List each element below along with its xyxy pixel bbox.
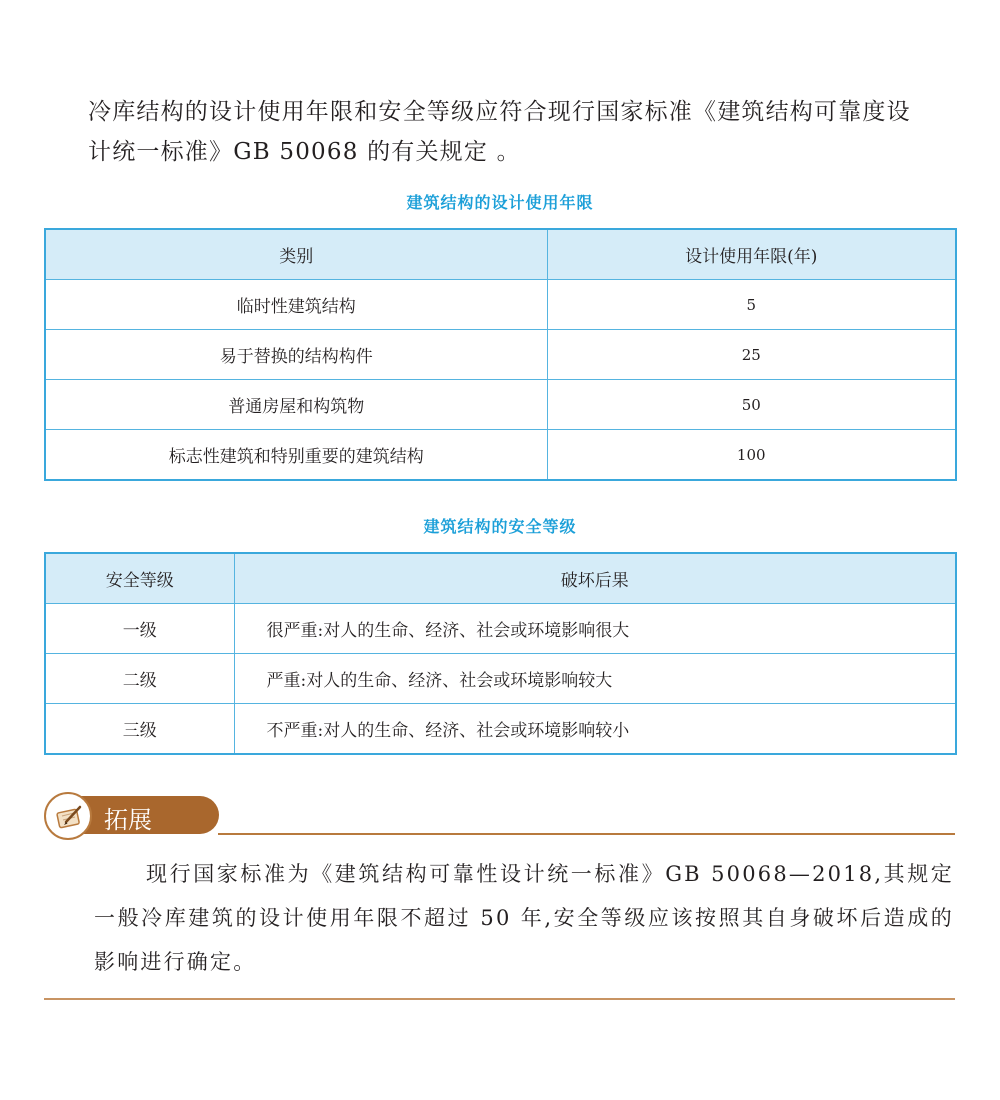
years-cell: 5	[547, 280, 956, 330]
table-row	[45, 380, 956, 430]
table-row	[45, 280, 956, 330]
category-cell: 易于替换的结构构件	[45, 330, 547, 380]
table-row	[45, 604, 956, 654]
years-cell: 50	[547, 380, 956, 430]
table1-caption: 建筑结构的设计使用年限	[406, 193, 594, 212]
years-cell: 25	[547, 330, 956, 380]
header-consequence: 破坏后果	[234, 553, 956, 604]
table-row	[45, 330, 956, 380]
table2-caption: 建筑结构的安全等级	[423, 517, 577, 536]
notebook-pen-icon	[44, 792, 92, 840]
consequence-cell: 不严重:对人的生命、经济、社会或环境影响较小	[234, 704, 956, 755]
safety-grade-table	[44, 552, 957, 755]
table-header-row	[45, 229, 956, 280]
extension-label: 拓展	[104, 806, 152, 834]
grade-cell: 一级	[45, 604, 234, 654]
header-safety-grade: 安全等级	[45, 553, 234, 604]
table-row	[45, 430, 956, 481]
extension-header	[44, 792, 955, 840]
grade-cell: 二级	[45, 654, 234, 704]
years-cell: 100	[547, 430, 956, 481]
table-row	[45, 654, 956, 704]
extension-text: 现行国家标准为《建筑结构可靠性设计统一标准》GB 50068—2018,其规定一般冷库建筑的设计使用年限不超过 50 年,安全等级应该按照其自身破坏后造成的影响进行确定。	[94, 862, 954, 974]
extension-bottom-rule	[44, 998, 955, 1000]
intro-paragraph	[88, 92, 918, 172]
header-service-life: 设计使用年限(年)	[547, 229, 956, 280]
header-category: 类别	[45, 229, 547, 280]
service-life-table	[44, 228, 957, 481]
consequence-cell: 很严重:对人的生命、经济、社会或环境影响很大	[234, 604, 956, 654]
category-cell: 标志性建筑和特别重要的建筑结构	[45, 430, 547, 481]
grade-cell: 三级	[45, 704, 234, 755]
extension-divider	[218, 833, 955, 835]
category-cell: 临时性建筑结构	[45, 280, 547, 330]
category-cell: 普通房屋和构筑物	[45, 380, 547, 430]
extension-label-tab	[74, 796, 219, 834]
table-header-row	[45, 553, 956, 604]
consequence-cell: 严重:对人的生命、经济、社会或环境影响较大	[234, 654, 956, 704]
intro-text: 冷库结构的设计使用年限和安全等级应符合现行国家标准《建筑结构可靠度设计统一标准》GB 50068 的有关规定 。	[88, 99, 911, 165]
extension-body	[94, 852, 954, 984]
table-row	[45, 704, 956, 755]
